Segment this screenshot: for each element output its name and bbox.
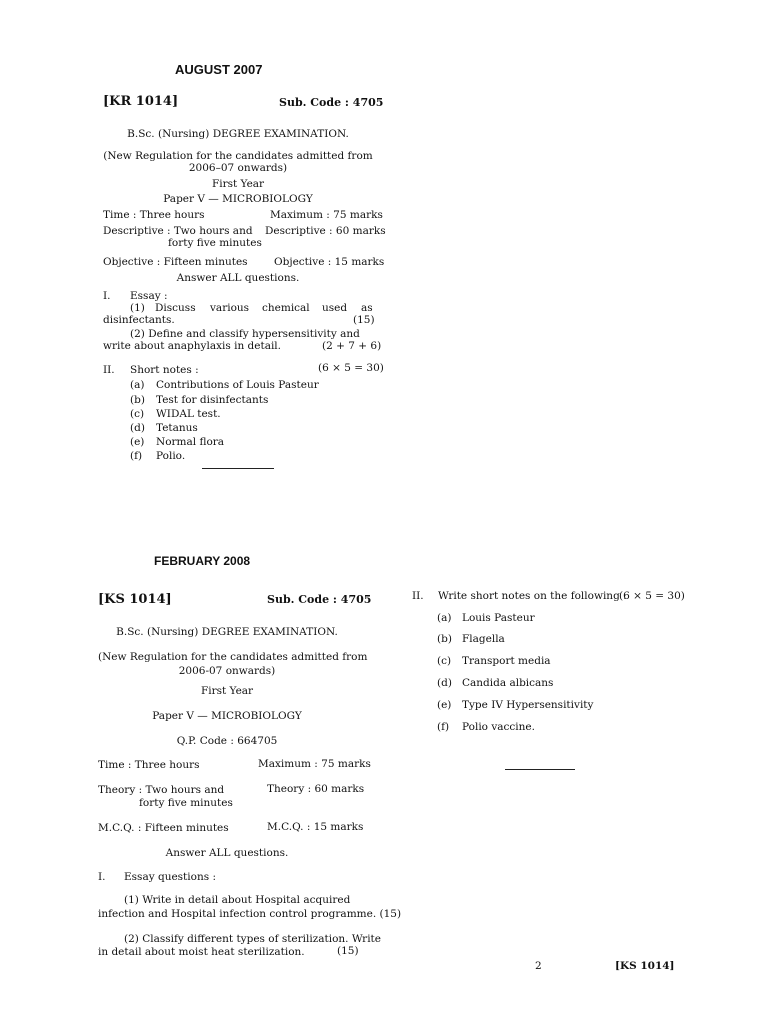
section-title: Write short notes on the following : [438,590,627,602]
instruction: Answer ALL questions. [165,847,289,859]
mcq-time: M.C.Q. : Fifteen minutes [98,822,229,834]
descriptive-time-2: forty five minutes [168,237,262,249]
note-label: (c) [130,408,145,420]
qp-code: Q.P. Code : 664705 [176,735,278,747]
note-label: (f) [130,450,143,462]
exam-month: AUGUST 2007 [175,62,263,77]
note-text: Type IV Hypersensitivity [462,699,594,711]
instruction: Answer ALL questions. [176,272,300,284]
question-number: (1) [130,302,145,314]
time-label: Time : Three hours [103,209,205,221]
question-word: used [322,302,348,314]
regulation-line-1: (New Regulation for the candidates admitted from [103,150,373,162]
note-text: Candida albicans [462,677,554,689]
descriptive-marks: Descriptive : 60 marks [265,225,386,237]
question-line: write about anaphylaxis in detail. [103,340,282,352]
regulation-line-2: 2006–07 onwards) [188,162,288,174]
theory-time-1: Theory : Two hours and [98,784,225,796]
note-text: Transport media [462,655,551,667]
section-marks: (6 × 5 = 30) [619,590,685,602]
section-marks: (6 × 5 = 30) [318,362,384,374]
section-title: Essay : [130,290,168,302]
year: First Year [200,685,254,697]
note-label: (b) [437,633,452,645]
section-title: Short notes : [130,364,199,376]
exam-code: [KS 1014] [98,592,172,607]
note-text: Contributions of Louis Pasteur [156,379,319,391]
note-text: Normal flora [156,436,225,448]
section-number: II. [412,590,424,602]
exam-code: [KR 1014] [103,94,179,109]
note-label: (c) [437,655,452,667]
question-word: Discuss [155,302,196,314]
question-line: (2) Classify different types of sterilization. Write [124,933,381,945]
descriptive-time-1: Descriptive : Two hours and [103,225,253,237]
regulation-line-1: (New Regulation for the candidates admitted from [98,651,368,663]
maximum-marks: Maximum : 75 marks [270,209,383,221]
note-text: Test for disinfectants [156,394,269,406]
question-marks: (2 + 7 + 6) [322,340,382,352]
note-label: (d) [437,677,452,689]
note-text: WIDAL test. [156,408,221,420]
question-word: various [210,302,250,314]
theory-marks: Theory : 60 marks [267,783,365,795]
sub-code: Sub. Code : 4705 [267,593,372,606]
question-line: disinfectants. [103,314,175,326]
question-marks: (15) [337,945,359,957]
section-number: I. [103,290,111,302]
exam-month: FEBRUARY 2008 [154,554,251,568]
maximum-marks: Maximum : 75 marks [258,758,371,770]
page-number: 2 [535,960,542,972]
question-line: in detail about moist heat sterilization. [98,946,305,958]
question-line: (2) Define and classify hypersensitivity and [130,328,360,340]
note-label: (d) [130,422,145,434]
note-label: (e) [130,436,145,448]
note-text: Polio. [156,450,186,462]
theory-time-2: forty five minutes [139,797,233,809]
question-word: as [361,302,373,314]
note-label: (f) [437,721,450,733]
question-line: infection and Hospital infection control programme. (15) [98,908,402,920]
note-text: Flagella [462,633,505,645]
question-line: (1) Write in detail about Hospital acquired [124,894,351,906]
question-word: chemical [262,302,310,314]
paper-title: Paper V — MICROBIOLOGY [152,710,302,722]
regulation-line-2: 2006-07 onwards) [178,665,276,677]
section-number: II. [103,364,115,376]
mcq-marks: M.C.Q. : 15 marks [267,821,364,833]
note-text: Polio vaccine. [462,721,535,733]
time-label: Time : Three hours [98,759,200,771]
objective-time: Objective : Fifteen minutes [103,256,248,268]
question-marks: (15) [353,314,375,326]
objective-marks: Objective : 15 marks [274,256,385,268]
note-text: Louis Pasteur [462,612,535,624]
footer-code: [KS 1014] [615,960,675,972]
note-label: (e) [437,699,452,711]
section-number: I. [98,871,106,883]
degree-title: B.Sc. (Nursing) DEGREE EXAMINATION. [127,128,349,140]
end-rule [505,769,575,770]
section-title: Essay questions : [124,871,216,883]
note-label: (a) [437,612,452,624]
note-text: Tetanus [156,422,198,434]
sub-code: Sub. Code : 4705 [279,96,384,109]
paper-title: Paper V — MICROBIOLOGY [163,193,313,205]
year: First Year [211,178,265,190]
note-label: (a) [130,379,145,391]
end-rule [202,468,274,469]
note-label: (b) [130,394,145,406]
degree-title: B.Sc. (Nursing) DEGREE EXAMINATION. [116,626,338,638]
